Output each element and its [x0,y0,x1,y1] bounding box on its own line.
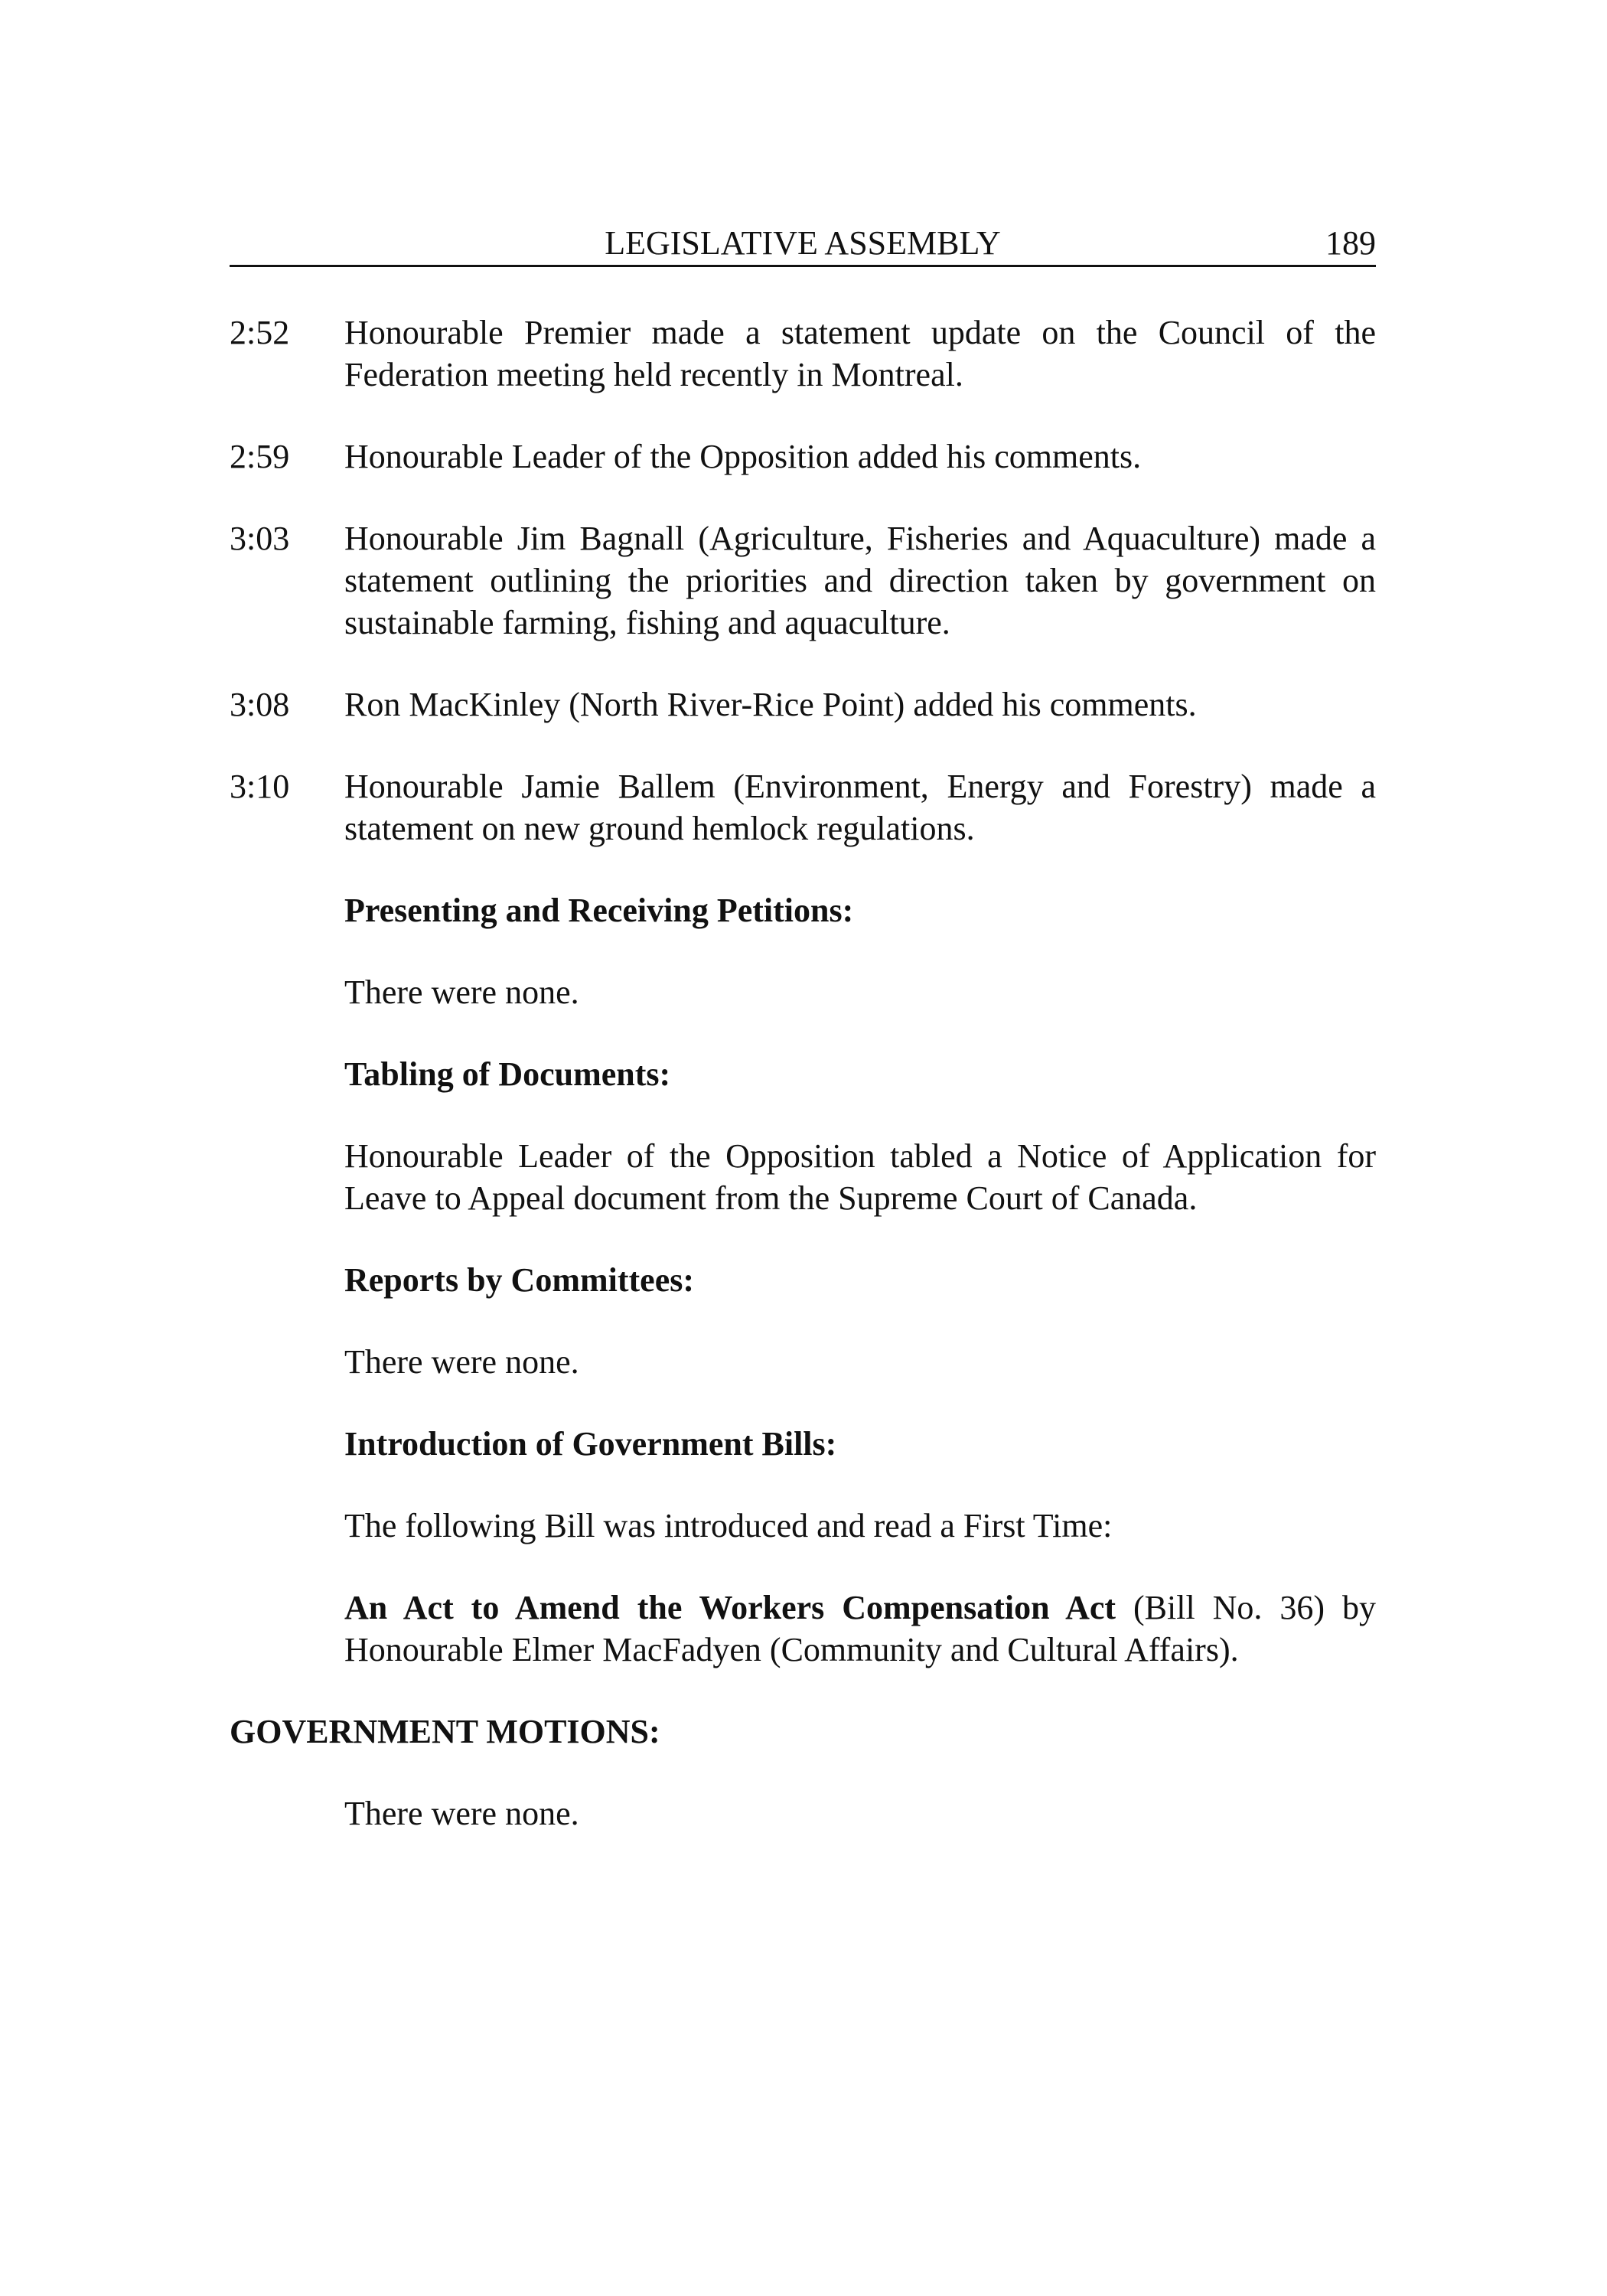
committees-heading: Reports by Committees: [344,1261,694,1299]
bills-intro: The following Bill was introduced and read a First Time: [344,1507,1113,1544]
bills-heading: Introduction of Government Bills: [344,1425,837,1463]
entry-time: 3:03 [230,520,290,557]
committees-text: There were none. [344,1343,579,1381]
entry-text: Honourable Premier made a statement update on the Council of the Federation meeting held recently in Montreal. [344,314,1376,393]
header-title: LEGISLATIVE ASSEMBLY [605,224,1001,262]
bill-details: (Bill No. 36) by Honourable Elmer MacFadyen (Community and Cultural Affairs). [344,1589,1376,1668]
proceeding-entry [230,683,1376,726]
entry-text: Ron MacKinley (North River-Rice Point) added his comments. [344,686,1197,723]
petitions-heading: Presenting and Receiving Petitions: [344,892,854,929]
document-page [230,222,1376,1874]
bill-entry [230,1587,1376,1671]
entry-text: Honourable Leader of the Opposition added his comments. [344,438,1142,475]
motions-heading: GOVERNMENT MOTIONS: [230,1713,660,1750]
proceeding-entry [230,311,1376,396]
motions-text: There were none. [344,1795,579,1832]
page-number: 189 [1325,224,1376,262]
proceeding-entry [230,765,1376,850]
bill-title: An Act to Amend the Workers Compensation Act [344,1589,1116,1626]
entry-time: 2:52 [230,314,290,351]
entry-time: 3:10 [230,768,290,805]
entry-time: 2:59 [230,438,290,475]
tabling-heading: Tabling of Documents: [344,1055,671,1093]
entry-time: 3:08 [230,686,290,723]
document-body [230,311,1376,1835]
petitions-text: There were none. [344,974,579,1011]
entry-text: Honourable Jamie Ballem (Environment, Energy and Forestry) made a statement on new ground hemlock regulations. [344,768,1376,847]
page-header [230,222,1376,267]
entry-text: Honourable Jim Bagnall (Agriculture, Fisheries and Aquaculture) made a statement outlining the priorities and direction taken by government on sustainable farming, fishing and aquaculture. [344,520,1376,641]
proceeding-entry [230,517,1376,644]
tabling-text: Honourable Leader of the Opposition tabled a Notice of Application for Leave to Appeal document from the Supreme Court of Canada. [344,1137,1376,1217]
proceeding-entry [230,435,1376,478]
